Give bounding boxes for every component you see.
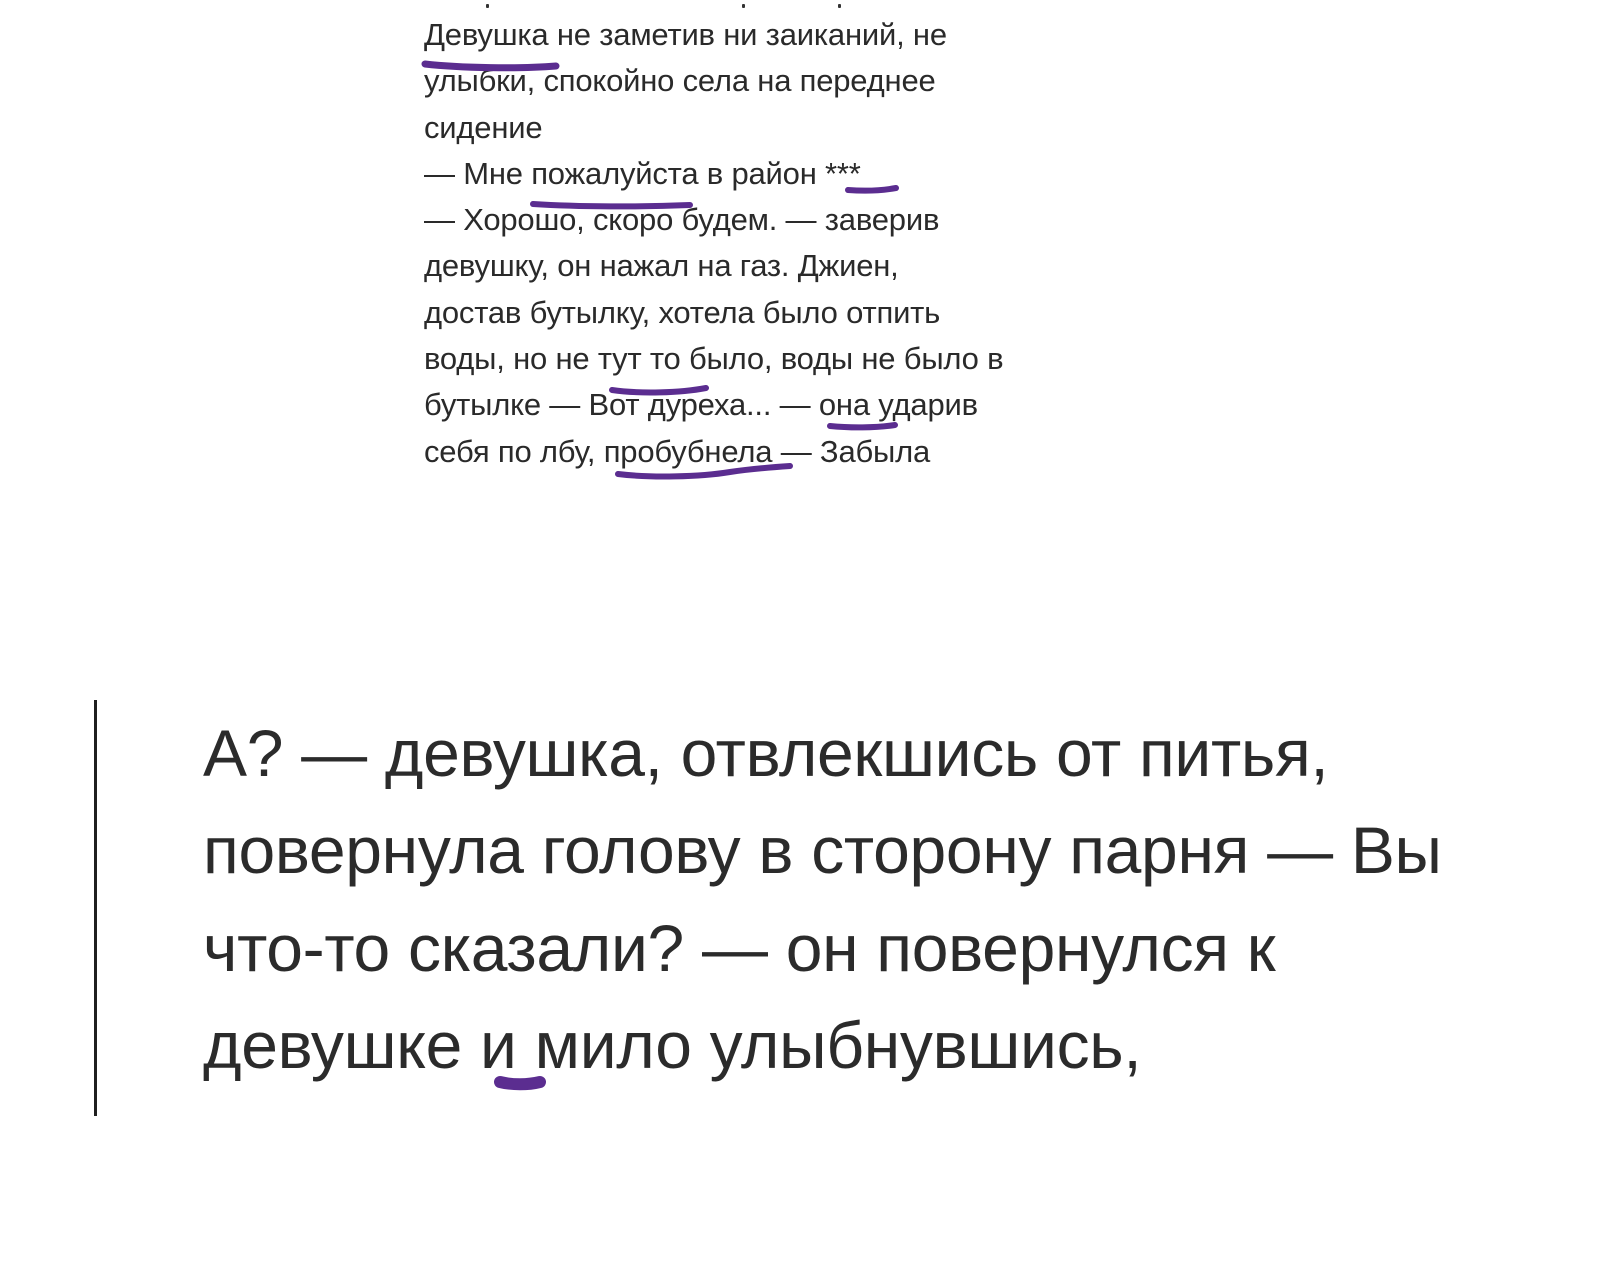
quote-line: девушке и мило улыбнувшись, (203, 1007, 1142, 1082)
quote-line: что-то сказали? — он повернулся к (203, 910, 1276, 985)
excerpt-line: — Мне пожалуйста в район *** (424, 155, 861, 191)
excerpt-line: — Хорошо, скоро будем. — заверив (424, 202, 940, 238)
excerpt-line: улыбки, спокойно села на переднее (424, 63, 936, 99)
blockquote-rule (94, 700, 97, 1116)
blockquote-text (203, 705, 1583, 1094)
excerpt-line: девушку, он нажал на газ. Джиен, (424, 248, 899, 284)
excerpt-line: сидение (424, 109, 543, 145)
quote-line: повернула голову в сторону парня — Вы (203, 813, 1442, 888)
excerpt-line: воды, но не тут то было, воды не было в (424, 341, 1004, 377)
excerpt-text (424, 12, 1064, 475)
excerpt-line: Девушка не заметив ни заиканий, не (424, 17, 947, 52)
excerpt-line: себя по лбу, пробубнела — Забыла (424, 433, 931, 469)
excerpt-line: бутылке — Вот дуреха... — она ударив (424, 387, 978, 423)
quote-line: А? — девушка, отвлекшись от питья, (203, 716, 1329, 790)
excerpt-line: достав бутылку, хотела было отпить (424, 294, 941, 330)
